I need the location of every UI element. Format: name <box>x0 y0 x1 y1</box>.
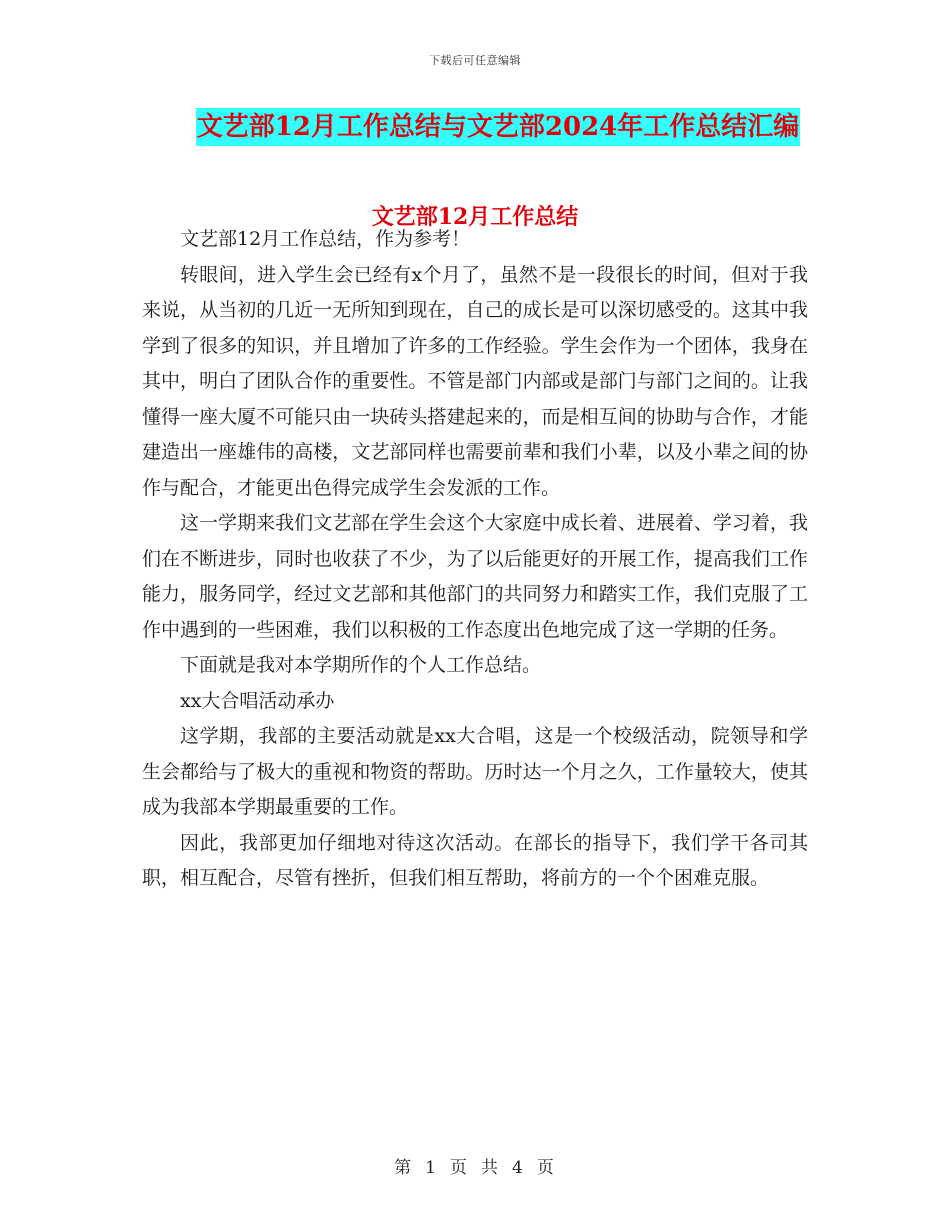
paragraph-semester: 这一学期来我们文艺部在学生会这个大家庭中成长着、进展着、学习着，我们在不断进步，同时也收获了不少，为了以后能更好的开展工作，提高我们工作能力，服务同学，经过文艺部和其他部门的共同努力和踏实工作，我们克服了工作中遇到的一些困难，我们以积极的工作态度出色地完成了这一学期的任务。 <box>142 512 808 641</box>
paragraph-chorus-activity: 这学期，我部的主要活动就是xx大合唱，这是一个校级活动，院领导和学生会都给与了极大的重视和物资的帮助。历时达一个月之久，工作量较大，使其成为我部本学期最重要的工作。 <box>142 725 808 818</box>
paragraph-summary-lead: 下面就是我对本学期所作的个人工作总结。 <box>180 654 542 676</box>
document-title-container <box>196 108 800 146</box>
paragraph-growth: 转眼间，进入学生会已经有x个月了，虽然不是一段很长的时间，但对于我来说，从当初的几近一无所知到现在，自己的成长是可以深切感受的。这其中我学到了很多的知识，并且增加了许多的工作经验。学生会作为一个团体，我身在其中，明白了团队合作的重要性。不管是部门内部或是部门与部门之间的。让我懂得一座大厦不可能只由一块砖头搭建起来的，而是相互间的协助与合作，才能建造出一座雄伟的高楼，文艺部同样也需要前辈和我们小辈，以及小辈之间的协作与配合，才能更出色得完成学生会发派的工作。 <box>142 263 808 499</box>
footer-page-total: 4 <box>512 1158 525 1178</box>
page-footer <box>0 1153 950 1178</box>
section-title: 文艺部12月工作总结 <box>371 204 579 230</box>
footer-total-prefix: 共 <box>481 1158 500 1178</box>
footer-page-number: 1 <box>425 1158 438 1178</box>
document-body <box>142 222 808 897</box>
paragraph-intro: 文艺部12月工作总结，作为参考！ <box>180 228 471 250</box>
page-header-note: 下载后可任意编辑 <box>429 54 521 67</box>
footer-total-unit: 页 <box>536 1158 556 1178</box>
paragraph-subheading-chorus: xx大合唱活动承办 <box>180 689 335 712</box>
document-title: 文艺部12月工作总结与文艺部2024年工作总结汇编 <box>196 108 800 146</box>
paragraph-chorus-effort: 因此，我部更加仔细地对待这次活动。在部长的指导下，我们学干各司其职，相互配合，尽管有挫折，但我们相互帮助，将前方的一个个困难克服。 <box>142 831 808 889</box>
footer-page-unit: 页 <box>450 1158 469 1178</box>
footer-prefix: 第 <box>394 1158 414 1178</box>
